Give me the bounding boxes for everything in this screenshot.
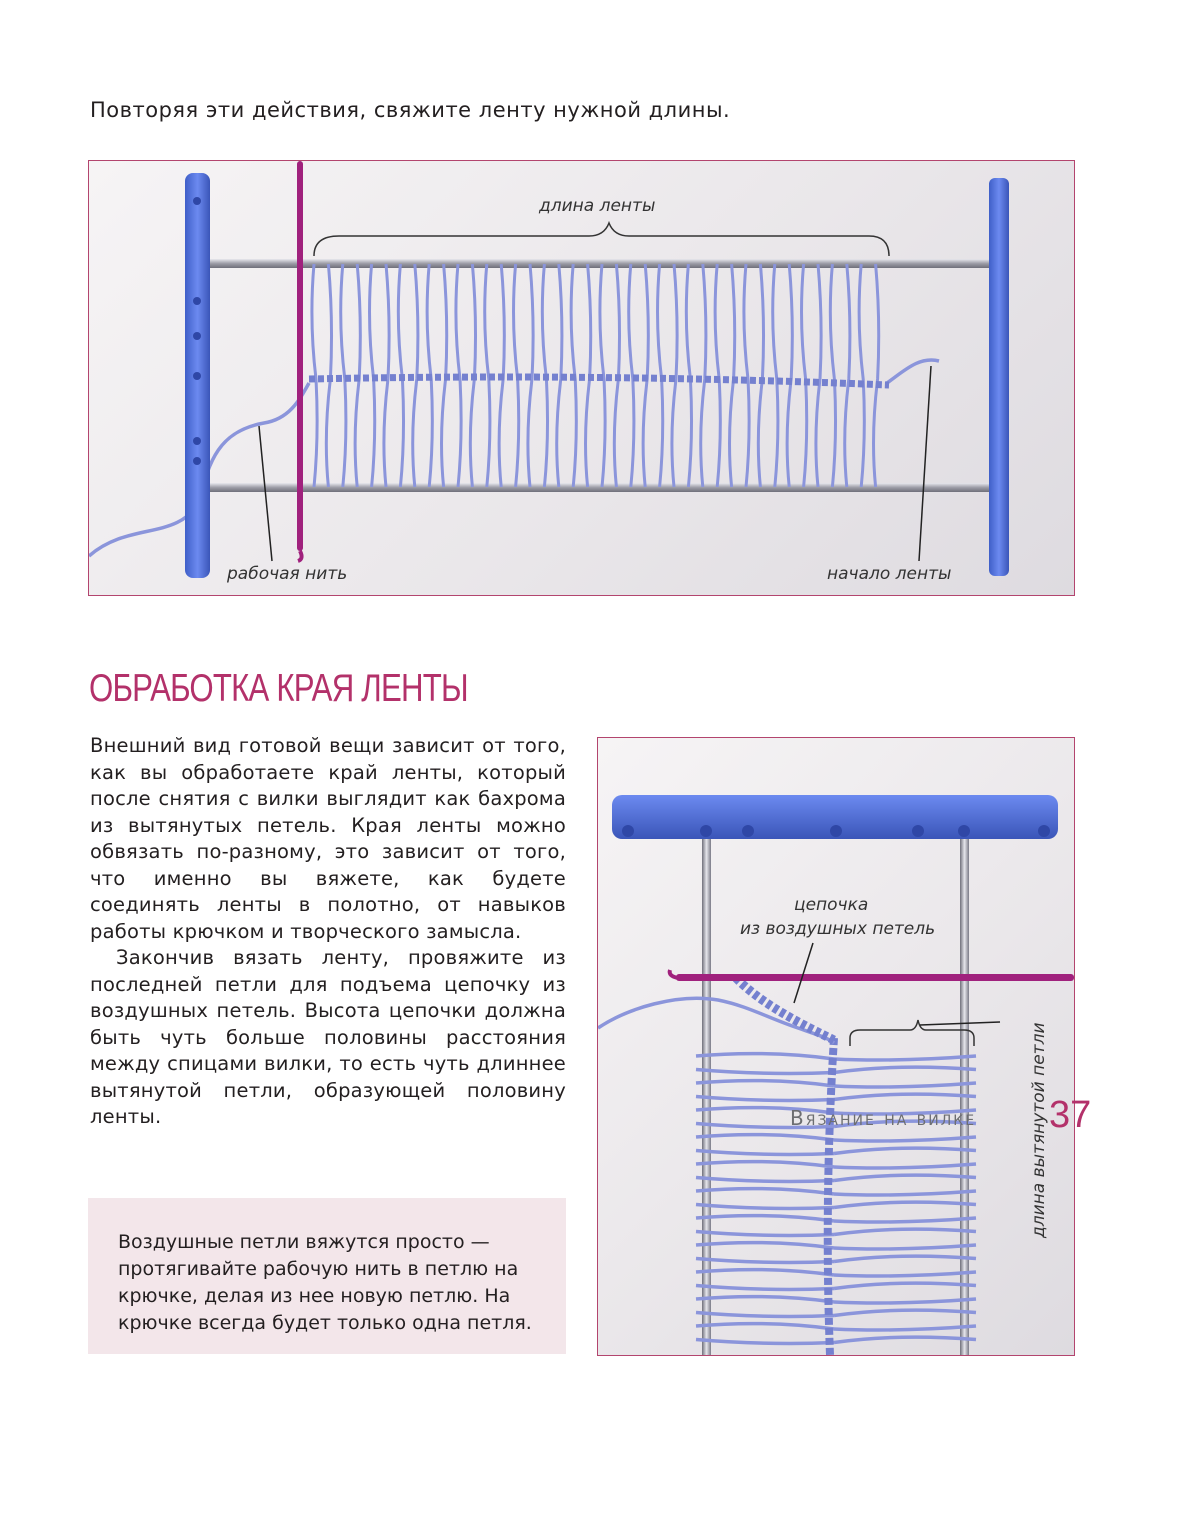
yarn-loop-left <box>696 1054 834 1059</box>
yarn-loop-left <box>696 1324 834 1329</box>
chain-leader <box>794 943 813 1003</box>
working-thread-label: рабочая нить <box>227 564 348 584</box>
yarn-loop-right <box>834 1283 976 1288</box>
fork-strip-illustration <box>89 161 1074 595</box>
yarn-loop-right <box>834 1094 976 1099</box>
yarn-loop-right <box>834 1137 976 1141</box>
right-fork-bar <box>989 178 1009 576</box>
yarn-loop-right <box>834 1299 976 1303</box>
yarn-loop-right <box>834 1272 976 1276</box>
right-rod <box>960 828 969 1355</box>
loop-length-label: длина вытянутой петли <box>1029 1022 1049 1238</box>
yarn-loop-right <box>834 1202 976 1207</box>
yarn-loop-left <box>696 1178 834 1182</box>
yarn-loop-right <box>834 1056 976 1060</box>
yarn-loop-right <box>834 1148 976 1153</box>
length-brace <box>314 223 889 256</box>
yarn-loop-left <box>696 1097 834 1101</box>
yarn-loop-right <box>834 1337 976 1342</box>
chain-edge-illustration <box>598 738 1074 1355</box>
yarn-loop-left <box>696 1189 834 1194</box>
yarn-loop-left <box>696 1081 834 1086</box>
yarn-loop <box>802 264 807 487</box>
strip-loops <box>312 264 879 487</box>
yarn-loop <box>701 264 706 487</box>
section-heading: ОБРАБОТКА КРАЯ ЛЕНТЫ <box>89 667 468 710</box>
intro-text: Повторяя эти действия, свяжите ленту нужной длины. <box>90 98 731 122</box>
strip-start-label: начало ленты <box>827 564 952 584</box>
yarn-loop-left <box>696 1297 834 1302</box>
page-number: 37 <box>1049 1094 1092 1136</box>
yarn-loop-right <box>834 1256 976 1261</box>
yarn-loop <box>874 264 879 487</box>
yarn-loop-right <box>834 1229 976 1234</box>
yarn-loop-right <box>834 1175 976 1180</box>
yarn-loop-left <box>696 1270 834 1275</box>
tip-box <box>88 1198 566 1354</box>
yarn-loop <box>787 264 792 487</box>
yarn-loop <box>845 264 850 487</box>
crochet-hook <box>297 161 303 551</box>
running-footer-title: Вязание на вилке <box>790 1106 977 1130</box>
section-body <box>90 733 566 1131</box>
yarn-loop-left <box>696 1286 834 1290</box>
yarn-loop-left <box>696 1340 834 1344</box>
figure-chain-edge <box>597 737 1075 1356</box>
yarn-loop-left <box>696 1259 834 1263</box>
yarn-loop <box>773 264 778 487</box>
strip-spine <box>309 377 889 385</box>
yarn-loop <box>744 264 749 487</box>
yarn-loop-right <box>834 1083 976 1087</box>
yarn-loop-right <box>834 1067 976 1072</box>
yarn-loop-left <box>696 1243 834 1248</box>
paragraph-2: Закончив вязать ленту, провяжите из последней петли для подъема цепочку из воздушных петель. Высота цепочки должна быть чуть больше половины расстояния между спицами вилки, то есть чуть длиннее вытянутой петли, образующей половину ленты. <box>90 946 566 1128</box>
working-thread-leader <box>259 426 272 561</box>
yarn-loop <box>859 264 864 487</box>
yarn-loop <box>830 264 835 487</box>
yarn-loop <box>816 264 821 487</box>
yarn-loop-right <box>834 1326 976 1330</box>
yarn-loop-left <box>696 1205 834 1209</box>
yarn-loop-left <box>696 1313 834 1317</box>
yarn-loop-right <box>834 1245 976 1249</box>
yarn-loop-right <box>834 1310 976 1315</box>
yarn-loop-left <box>696 1151 834 1155</box>
yarn-loop-right <box>834 1191 976 1195</box>
yarn-loop-left <box>696 1162 834 1167</box>
yarn-loop <box>758 264 763 487</box>
strip-loops-vertical <box>696 1054 976 1344</box>
yarn-loop-left <box>696 1070 834 1074</box>
yarn-loop <box>730 264 735 487</box>
yarn-loop <box>715 264 720 487</box>
yarn-loop-right <box>834 1164 976 1168</box>
figure-strip-on-fork <box>88 160 1075 596</box>
yarn-loop-left <box>696 1135 834 1140</box>
paragraph-1: Внешний вид готовой вещи зависит от того, как вы обработаете край ленты, который после снятия с вилки выглядит как бахрома из вытянутых петель. Края ленты можно обвязать по-разному, это зависит от того, что именно вы вяжете, как будете соединять ленты в полотно, от навыков работы крючком и творческого замысла. <box>90 734 566 943</box>
length-label: длина ленты <box>539 196 656 216</box>
yarn-loop-left <box>696 1232 834 1236</box>
chain-label-line1: цепочка <box>794 895 869 915</box>
yarn-loop-left <box>696 1216 834 1221</box>
tip-text: Воздушные петли вяжутся просто — протягивайте рабочую нить в петлю на крючке, делая из нее новую петлю. На крючке всегда будет только одна петля. <box>118 1231 532 1334</box>
left-rod <box>702 828 711 1355</box>
chain-label-line2: из воздушных петель <box>740 919 936 939</box>
crochet-hook-2 <box>670 970 1074 981</box>
strip-start-leader <box>919 366 931 561</box>
yarn-loop-right <box>834 1218 976 1222</box>
